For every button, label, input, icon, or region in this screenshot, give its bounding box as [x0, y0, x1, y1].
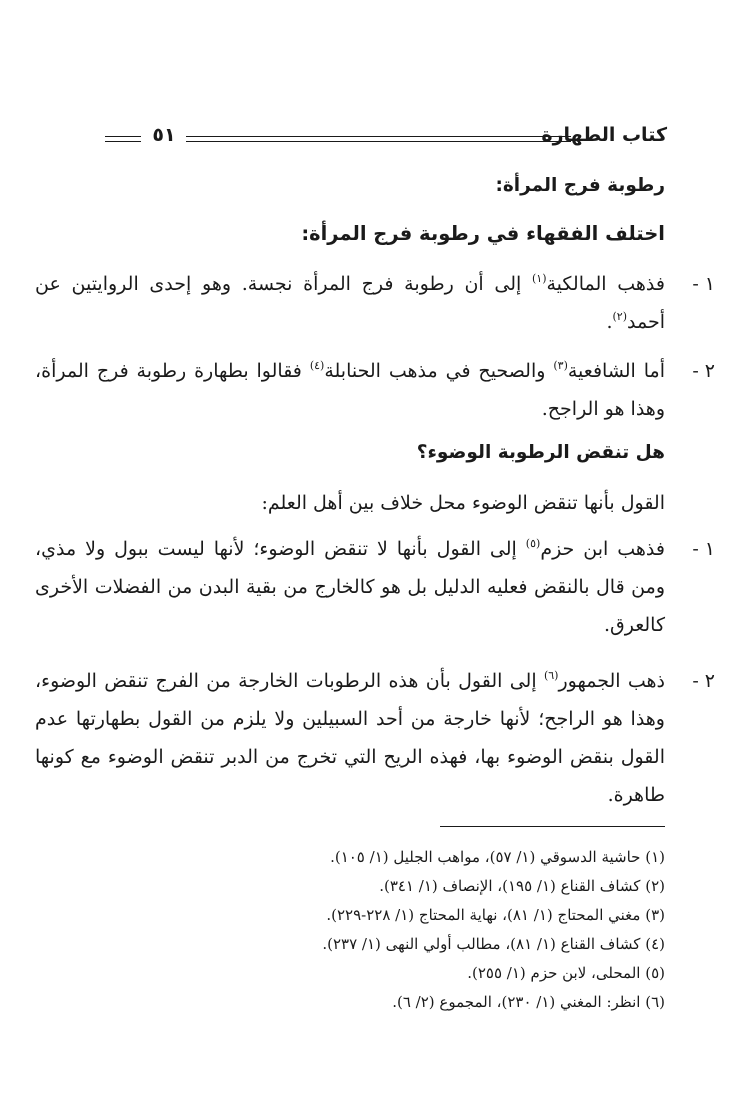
list-item: [35, 352, 715, 428]
footnote-ref: (٣): [553, 359, 568, 372]
list-item-text: فذهب المالكية$^{(١)}$ إلى أن رطوبة فرج المرأة نجسة. وهو إحدى الروايتين عن أحمد$^{(٢)}$.: [35, 272, 665, 333]
footnote-ref: (١): [531, 272, 547, 285]
list-item: [35, 265, 715, 341]
list-item-number: ١ -: [692, 538, 715, 560]
list-item-text: ذهب الجمهور$^{(٦)}$ إلى القول بأن هذه الرطوبات الخارجة من الفرج تنقض الوضوء، وهذا هو الراجح؛ لأنها خارجة من أحد السبيلين ولا يلزم من القول بطهارتها عدم القول بنقض الوضوء بها، فهذه الريح التي تخرج من الدبر تنقض الوضوء مع كونها طاهرة.: [35, 669, 665, 806]
footnote: (٤) كشاف القناع (١/ ٨١)، مطالب أولي النهى (١/ ٢٣٧).: [322, 935, 665, 953]
list-item-number: ١ -: [692, 273, 715, 295]
list-item-text: فذهب ابن حزم$^{(٥)}$ إلى القول بأنها لا تنقض الوضوء؛ لأنها ليست ببول ولا مذي، ومن قال بالنقض فعليه الدليل بل هو كالخارج من بقية البدن من الفضلات الأخرى كالعرق.: [35, 537, 665, 636]
header-rule: [186, 141, 571, 142]
footnote-ref: (٥): [525, 537, 541, 550]
footnote: (١) حاشية الدسوقي (١/ ٥٧)، مواهب الجليل (١/ ١٠٥).: [330, 848, 665, 866]
list-item-text: أما الشافعية$^{(٣)}$ والصحيح في مذهب الحنابلة$^{(٤)}$ فقالوا بطهارة رطوبة فرج المرأة، وهذا هو الراجح.: [35, 359, 665, 420]
section-intro: اختلف الفقهاء في رطوبة فرج المرأة:: [301, 222, 665, 245]
header-rule: [105, 136, 141, 137]
header-rule: [186, 136, 571, 137]
list-item-number: ٢ -: [692, 670, 715, 692]
footnote-separator: [440, 826, 665, 827]
footnote: (٥) المحلى، لابن حزم (١/ ٢٥٥).: [467, 964, 665, 982]
footnote-ref: (٦): [543, 669, 559, 682]
footnote: (٢) كشاف القناع (١/ ١٩٥)، الإنصاف (١/ ٣٤١).: [379, 877, 665, 895]
footnote: (٦) انظر: المغني (١/ ٢٣٠)، المجموع (٢/ ٦).: [392, 993, 665, 1011]
section-heading: رطوبة فرج المرأة:: [495, 175, 665, 196]
list-item: [35, 662, 715, 814]
list-item-number: ٢ -: [692, 360, 715, 382]
list-item: [35, 530, 715, 644]
footnote-ref: (٢): [612, 310, 628, 323]
header-rule: [105, 141, 141, 142]
footnote: (٣) مغني المحتاج (١/ ٨١)، نهاية المحتاج (١/ ٢٢٨-٢٢٩).: [326, 906, 665, 924]
page-number: ٥١: [152, 124, 176, 146]
running-header-title: كتاب الطهارة: [541, 124, 667, 146]
section-heading: هل تنقض الرطوبة الوضوء؟: [416, 442, 665, 463]
footnote-ref: (٤): [309, 359, 325, 372]
section-intro: القول بأنها تنقض الوضوء محل خلاف بين أهل العلم:: [261, 492, 665, 514]
